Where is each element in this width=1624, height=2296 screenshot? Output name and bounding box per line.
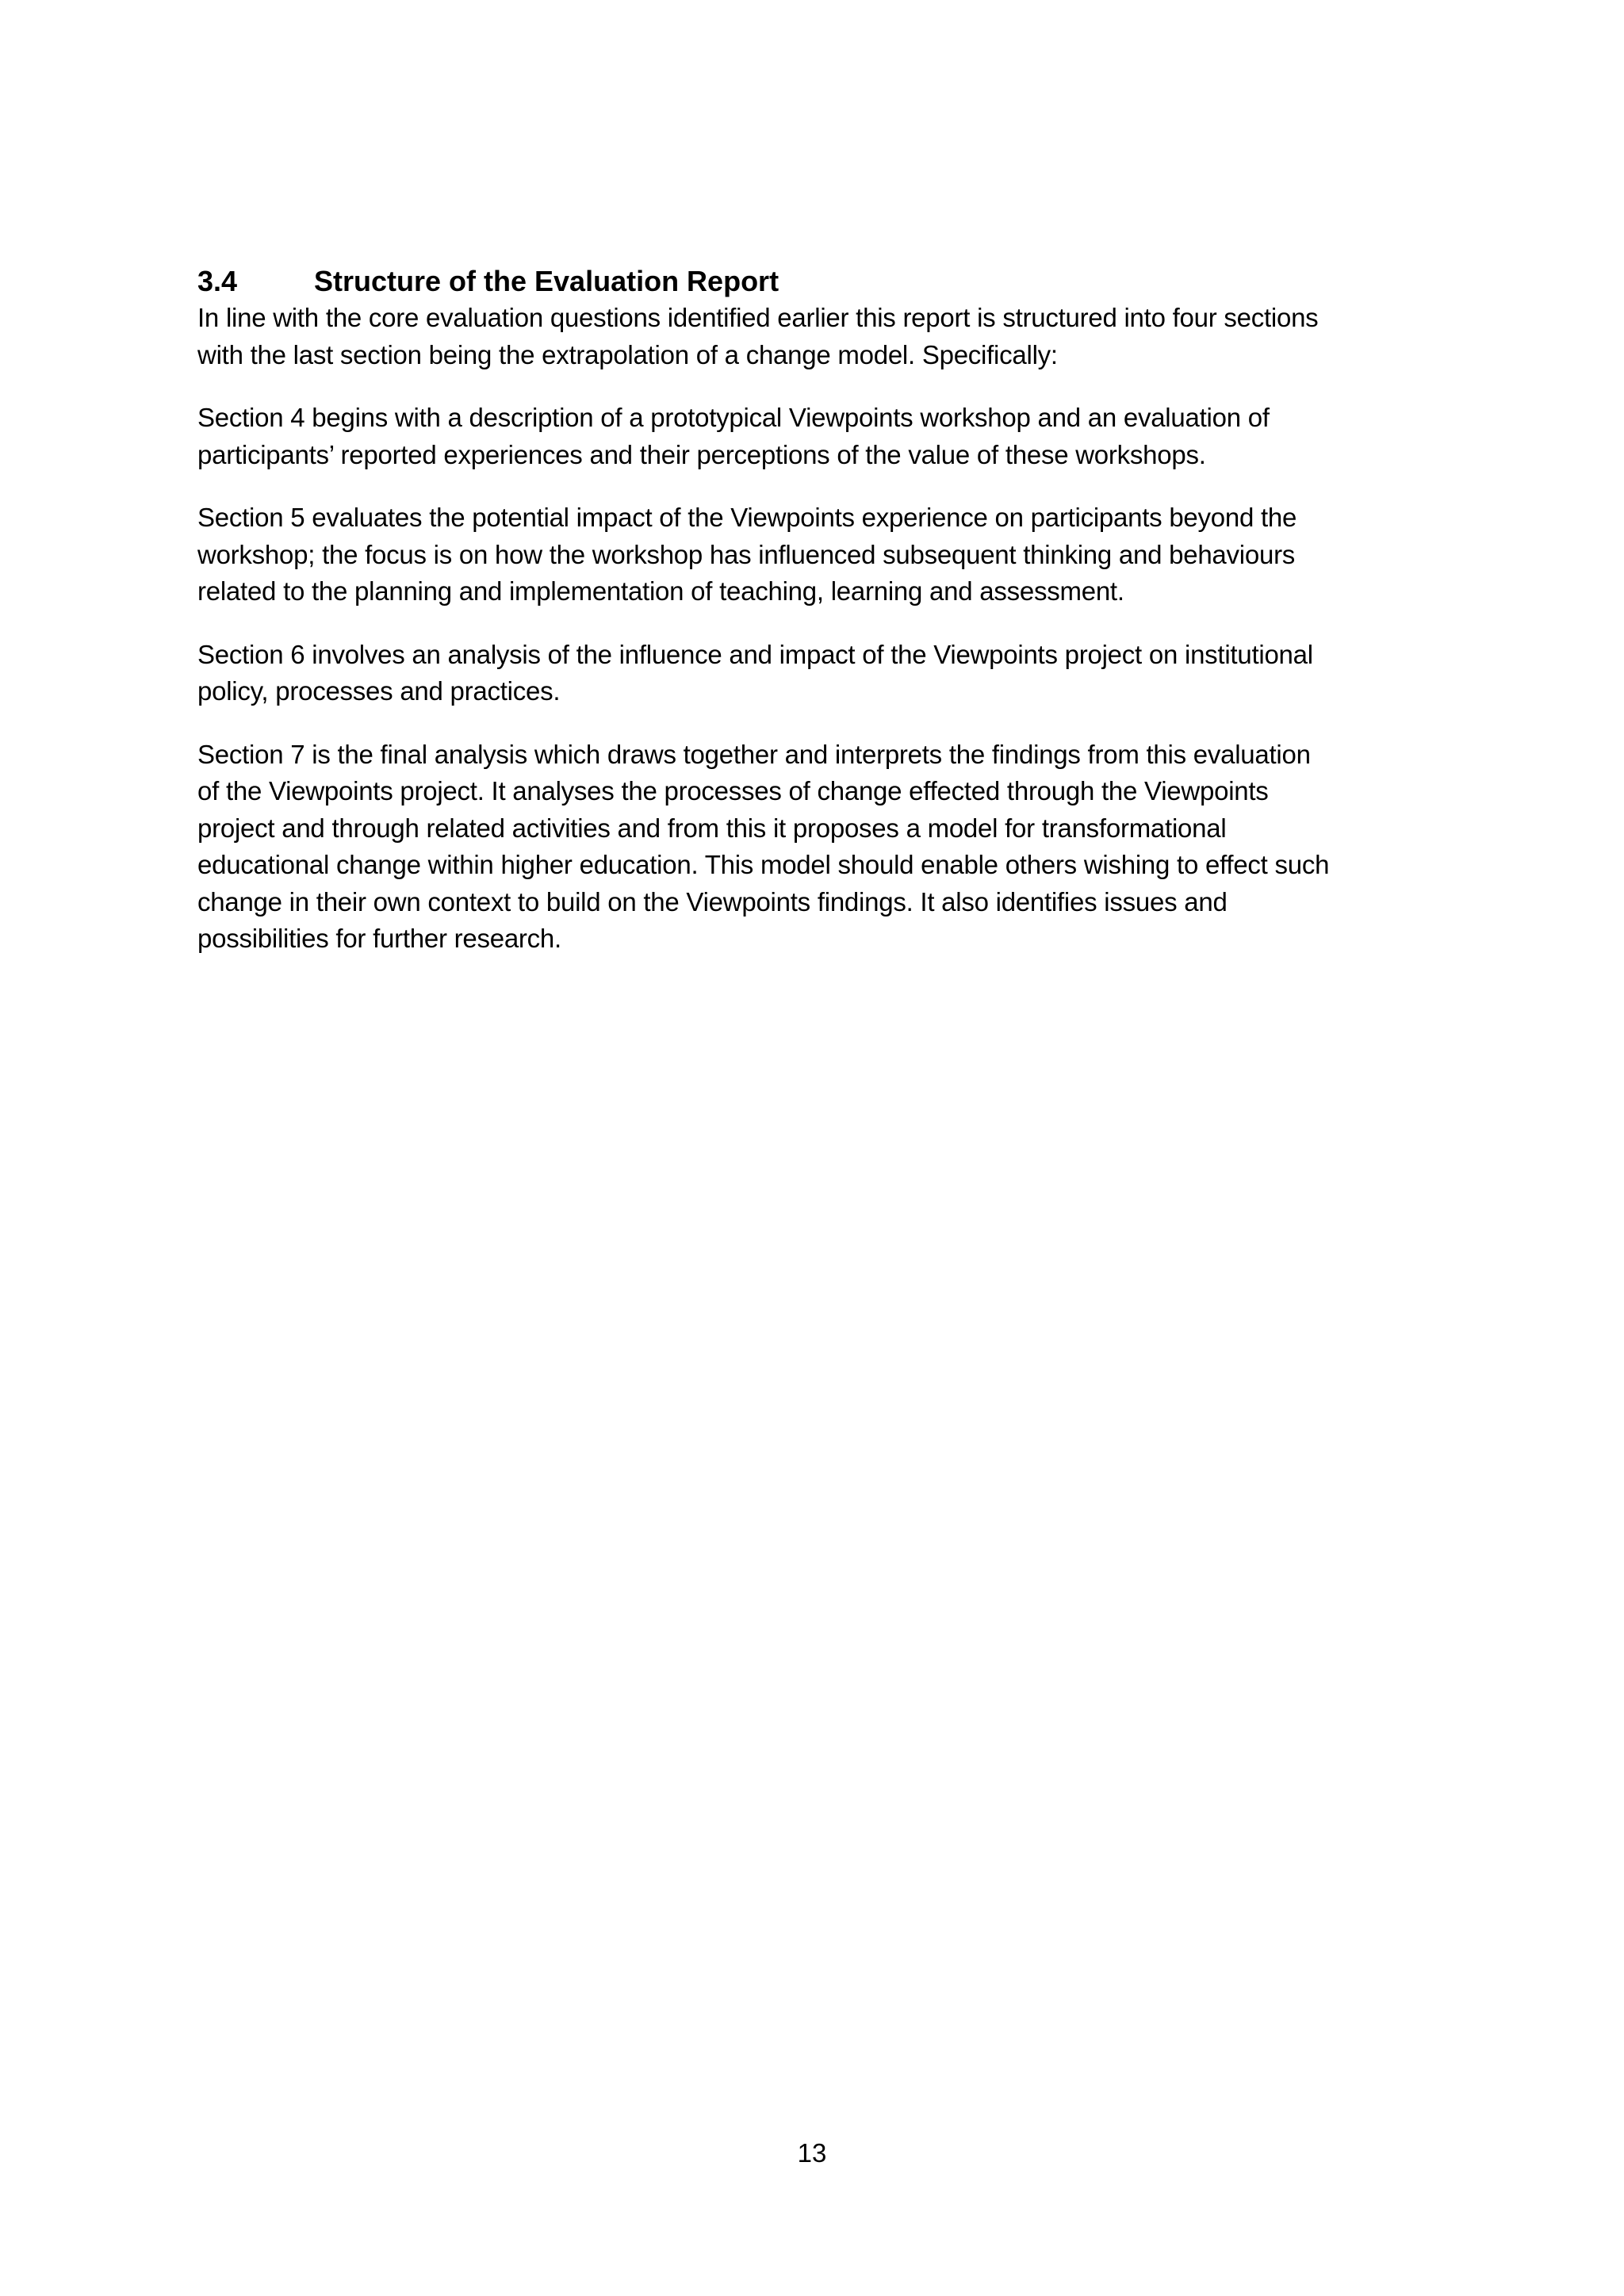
section-title: Structure of the Evaluation Report [314, 265, 779, 297]
section-5-paragraph: Section 5 evaluates the potential impact of the Viewpoints experience on participants beyond the workshop; the focus is on how the workshop has influenced subsequent thinking and behaviours related to the planning and implementation of teaching, learning and assessment. [197, 503, 1297, 606]
intro-paragraph: In line with the core evaluation questions identified earlier this report is structured into four sections with the last section being the extrapolation of a change model. Specifically: [197, 303, 1319, 369]
page-number: 13 [797, 2138, 827, 2168]
section-number: 3.4 [197, 265, 238, 297]
page-body [197, 263, 1450, 984]
section-7-paragraph: Section 7 is the final analysis which draws together and interprets the findings from this evaluation of the Viewpoints project. It analyses the processes of change effected through the Viewpoints project and through related activities and from this it proposes a model for transformational educational change within higher education. This model should enable others wishing to effect such change in their own context to build on the Viewpoints findings. It also identifies issues and possibilities for further research. [197, 739, 1330, 953]
section-4-paragraph: Section 4 begins with a description of a prototypical Viewpoints workshop and an evaluation of participants’ reported experiences and their perceptions of the value of these workshops. [197, 403, 1270, 469]
section-6-paragraph: Section 6 involves an analysis of the influence and impact of the Viewpoints project on institutional policy, processes and practices. [197, 639, 1313, 706]
section-heading [197, 263, 1450, 300]
